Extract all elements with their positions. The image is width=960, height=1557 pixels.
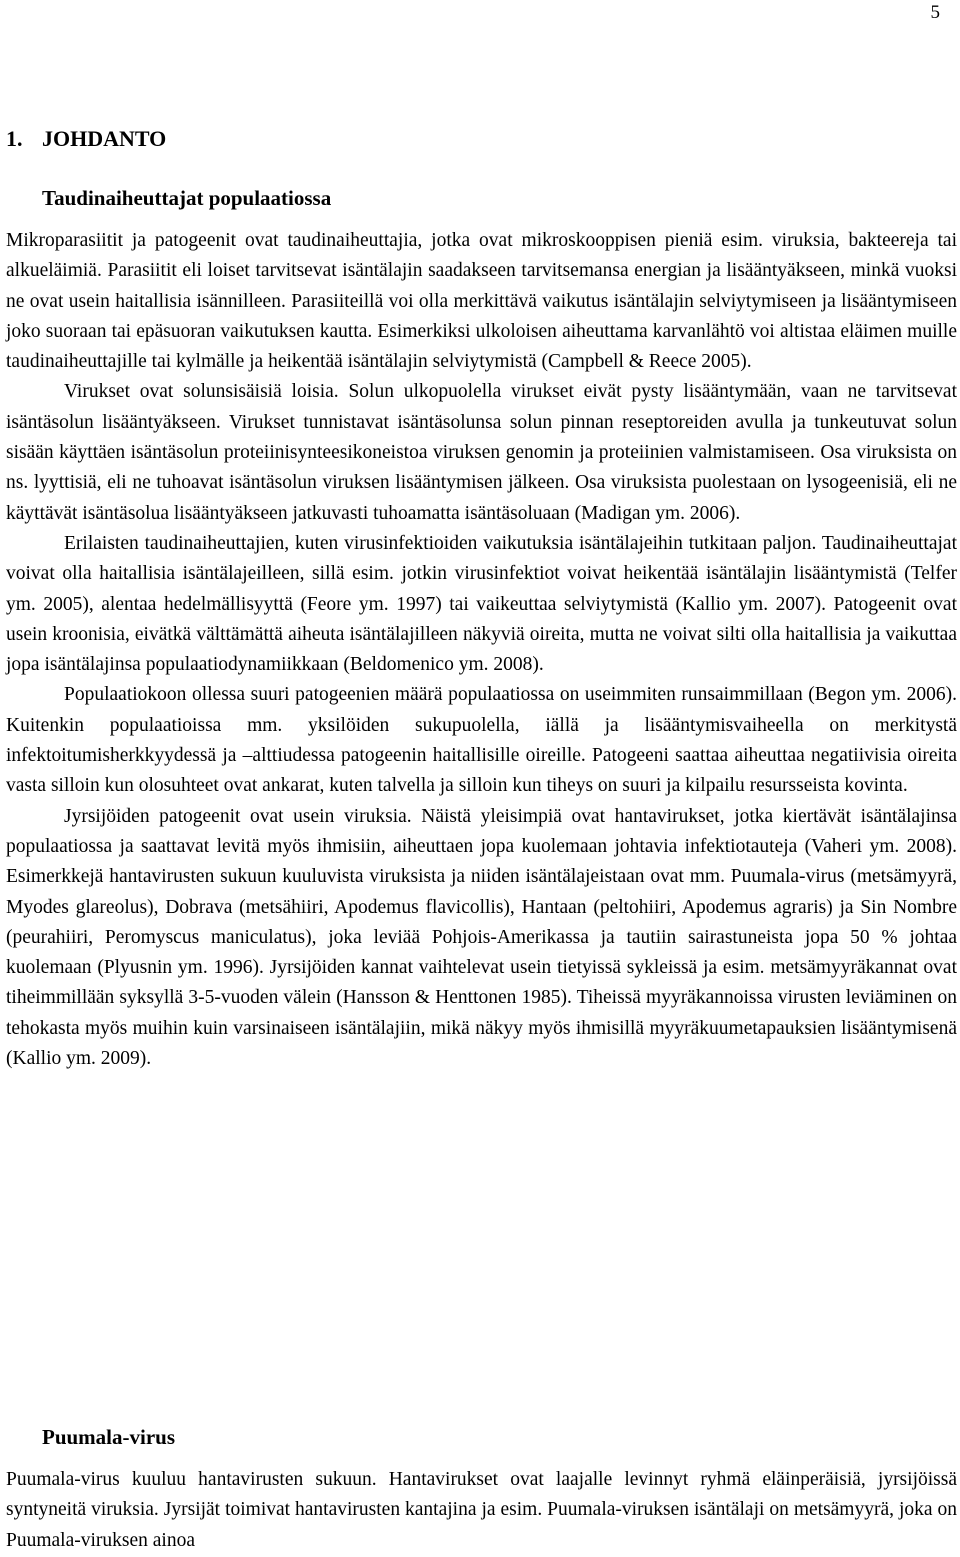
paragraph: Populaatiokoon ollessa suuri patogeenien määrä populaatiossa on useimmiten runsaimmillaan (Begon ym. 2006). Kuitenkin populaatioissa mm. yksilöiden sukupuolella, iällä ja lisääntymisvaiheella on merkitystä infektoitumisherkkyydessä ja –alttiudessa patogeenin haitallisille oireille. Patogeeni saattaa aiheuttaa negatiivisia oireita vasta silloin kun olosuhteet ovat ankarat, kuten talvella ja silloin kun tiheys on suuri ja kilpailu resursseista kovinta. [6,684,957,797]
page-number: 5 [930,2,940,23]
section-body-puumala [6,1465,957,1556]
chapter-title: JOHDANTO [42,126,167,151]
paragraph: Erilaisten taudinaiheuttajien, kuten virusinfektioiden vaikutuksia isäntälajeihin tutkitaan paljon. Taudinaiheuttajat voivat olla haitallisia isäntälajeilleen, sillä esim. jotkin virusinfektiot voivat heikentää isäntälajin lisääntymistä (Telfer ym. 2005), alentaa hedelmällisyyttä (Feore ym. 1997) tai vaikeuttaa selviytymistä (Kallio ym. 2007). Patogeenit ovat usein kroonisia, eivätkä välttämättä aiheuta isäntälajilleen näkyviä oireita, mutta ne voivat silti olla haitallisia ja vaikuttaa jopa isäntälajinsa populaatiodynamiikkaan (Beldomenico ym. 2008). [6,532,957,676]
paragraph: Puumala-virus kuuluu hantavirusten sukuun. Hantavirukset ovat laajalle levinnyt ryhmä eläinperäisiä, jyrsijöissä syntyneitä viruksia. Jyrsijät toimivat hantavirusten kantajina ja esim. Puumala-viruksen isäntälaji on metsämyyrä, joka on Puumala-viruksen ainoa [6,1469,957,1551]
chapter-number: 1. [6,126,23,151]
paragraph: Jyrsijöiden patogeenit ovat usein viruksia. Näistä yleisimpiä ovat hantavirukset, jotka kiertävät isäntälajinsa populaatiossa ja saattavat levitä myös ihmisiin, aiheuttaen jopa kuolemaan johtavia infektiotauteja (Vaheri ym. 2008). Esimerkkejä hantavirusten sukuun kuuluvista viruksista ja niiden isäntälajeistaan ovat mm. Puumala-virus (metsämyyrä, Myodes glareolus), Dobrava (metsähiiri, Apodemus flavicollis), Hantaan (peltohiiri, Apodemus agraris) ja Sin Nombre (peurahiiri, Peromyscus maniculatus), joka leviää Pohjois-Amerikassa ja tautiin sairastuneista jopa 50 % johtaa kuolemaan (Plyusnin ym. 1996). Jyrsijöiden kannat vaihtelevat usein tietyissä sykleissä ja esim. metsämyyräkannat ovat tiheimmillään syksyllä 3-5-vuoden välein (Hansson & Henttonen 1985). Tiheissä myyräkannoissa virusten leviäminen on tehokasta myös muihin kuin varsinaiseen isäntälajiin, mikä näkyy myös ihmisillä myyräkuumetapauksien lisääntymisenä (Kallio ym. 2009). [6,805,957,1070]
chapter-heading [6,126,166,152]
paragraph: Virukset ovat solunsisäisiä loisia. Solun ulkopuolella virukset eivät pysty lisääntymään, vaan ne tarvitsevat isäntäsolun lisääntyäkseen. Virukset tunnistavat isäntäsolunsa solun pinnan reseptoreiden avulla ja tunkeutuvat solun sisään käyttäen isäntäsolun proteiinisynteesikoneistoa viruksen genomin ja proteiinien valmistamiseen. Osa viruksista on ns. lyyttisiä, eli ne tuhoavat isäntäsolun viruksen lisääntymisen jälkeen. Osa viruksista puolestaan on lysogeenisiä, eli ne käyttävät isäntäsolua lisääntyäkseen jatkuvasti tuhoamatta isäntäsoluaan (Madigan ym. 2006). [6,381,957,524]
section-heading-taudinaiheuttajat: Taudinaiheuttajat populaatiossa [42,186,332,210]
section-body-taudinaiheuttajat [6,226,957,1074]
section-heading-puumala: Puumala-virus [42,1425,176,1449]
paragraph: Mikroparasiitit ja patogeenit ovat taudinaiheuttajia, jotka ovat mikroskooppisen pieniä esim. viruksia, bakteereja tai alkueläimiä. Parasiitit eli loiset tarvitsevat isäntälajin saadakseen tarvitsemansa energian ja lisääntyäkseen, minkä vuoksi ne ovat usein haitallisia isännilleen. Parasiiteillä voi olla merkittävä vaikutus isäntälajin selviytymiseen ja lisääntymiseen joko suoraan tai epäsuoran vaikutuksen kautta. Esimerkiksi ulkoloisen aiheuttama karvanlähtö voi altistaa eläimen muille taudinaiheuttajille tai kylmälle ja heikentää isäntälajin selviytymistä (Campbell & Reece 2005). [6,230,957,373]
